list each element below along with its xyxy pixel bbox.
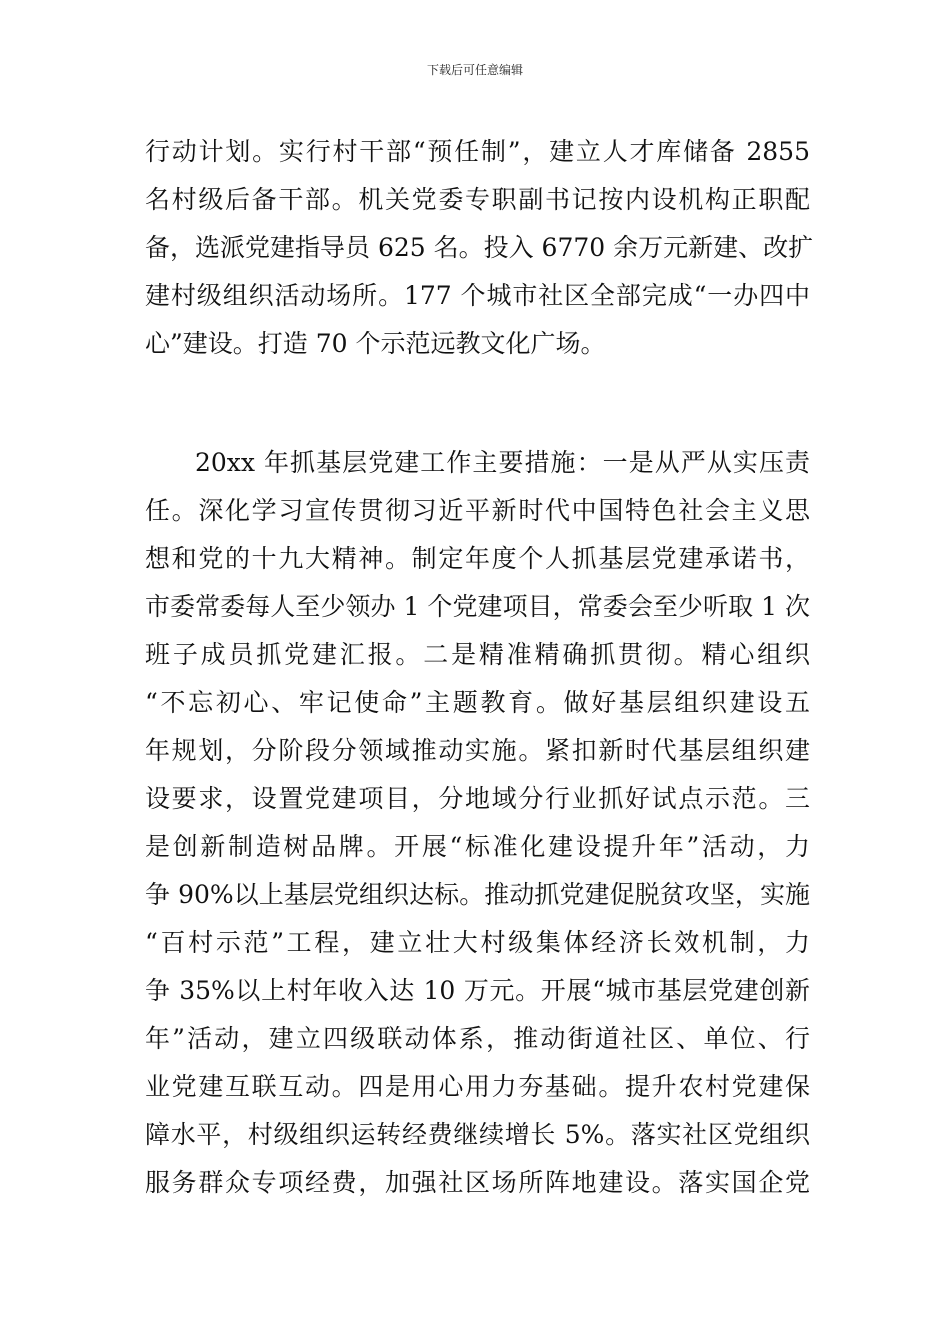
text-line: 服务群众专项经费，加强社区场所阵地建设。落实国企党	[145, 1168, 810, 1197]
text-line: 障水平，村级组织运转经费继续增长 5%。落实社区党组织	[145, 1120, 810, 1149]
text-line: 想和党的十九大精神。制定年度个人抓基层党建承诺书，	[145, 544, 810, 573]
text-line: 20xx 年抓基层党建工作主要措施：一是从严从实压责	[195, 448, 810, 477]
paragraph-1	[145, 128, 814, 368]
text-line: 年规划，分阶段分领域推动实施。紧扣新时代基层组织建	[145, 736, 810, 765]
text-line: 争 90%以上基层党组织达标。推动抓党建促脱贫攻坚，实施	[145, 880, 810, 909]
text-line: 年”活动，建立四级联动体系，推动街道社区、单位、行	[145, 1024, 810, 1053]
text-line: 建村级组织活动场所。177 个城市社区全部完成“一办四中	[145, 281, 810, 310]
text-line: 行动计划。实行村干部“预任制”，建立人才库储备 2855	[145, 137, 810, 166]
text-line: 班子成员抓党建汇报。二是精准精确抓贯彻。精心组织	[145, 640, 810, 669]
paragraph-spacer	[145, 368, 810, 439]
text-line: 名村级后备干部。机关党委专职副书记按内设机构正职配	[145, 185, 810, 214]
page-header: 下载后可任意编辑	[426, 63, 523, 77]
text-line: 市委常委每人至少领办 1 个党建项目，常委会至少听取 1 次	[145, 592, 810, 621]
document-body	[145, 128, 814, 1207]
text-line: 业党建互联互动。四是用心用力夯基础。提升农村党建保	[145, 1072, 810, 1101]
text-line: 心”建设。打造 70 个示范远教文化广场。	[145, 329, 606, 358]
paragraph-2	[145, 439, 810, 1207]
text-line: 备，选派党建指导员 625 名。投入 6770 余万元新建、改扩	[145, 233, 814, 262]
text-line: 设要求，设置党建项目，分地域分行业抓好试点示范。三	[145, 784, 810, 813]
text-line: “不忘初心、牢记使命”主题教育。做好基层组织建设五	[145, 688, 810, 717]
text-line: “百村示范”工程，建立壮大村级集体经济长效机制，力	[145, 928, 810, 957]
text-line: 是创新制造树品牌。开展“标准化建设提升年”活动，力	[145, 832, 810, 861]
text-line: 任。深化学习宣传贯彻习近平新时代中国特色社会主义思	[145, 496, 810, 525]
text-line: 争 35%以上村年收入达 10 万元。开展“城市基层党建创新	[145, 976, 810, 1005]
